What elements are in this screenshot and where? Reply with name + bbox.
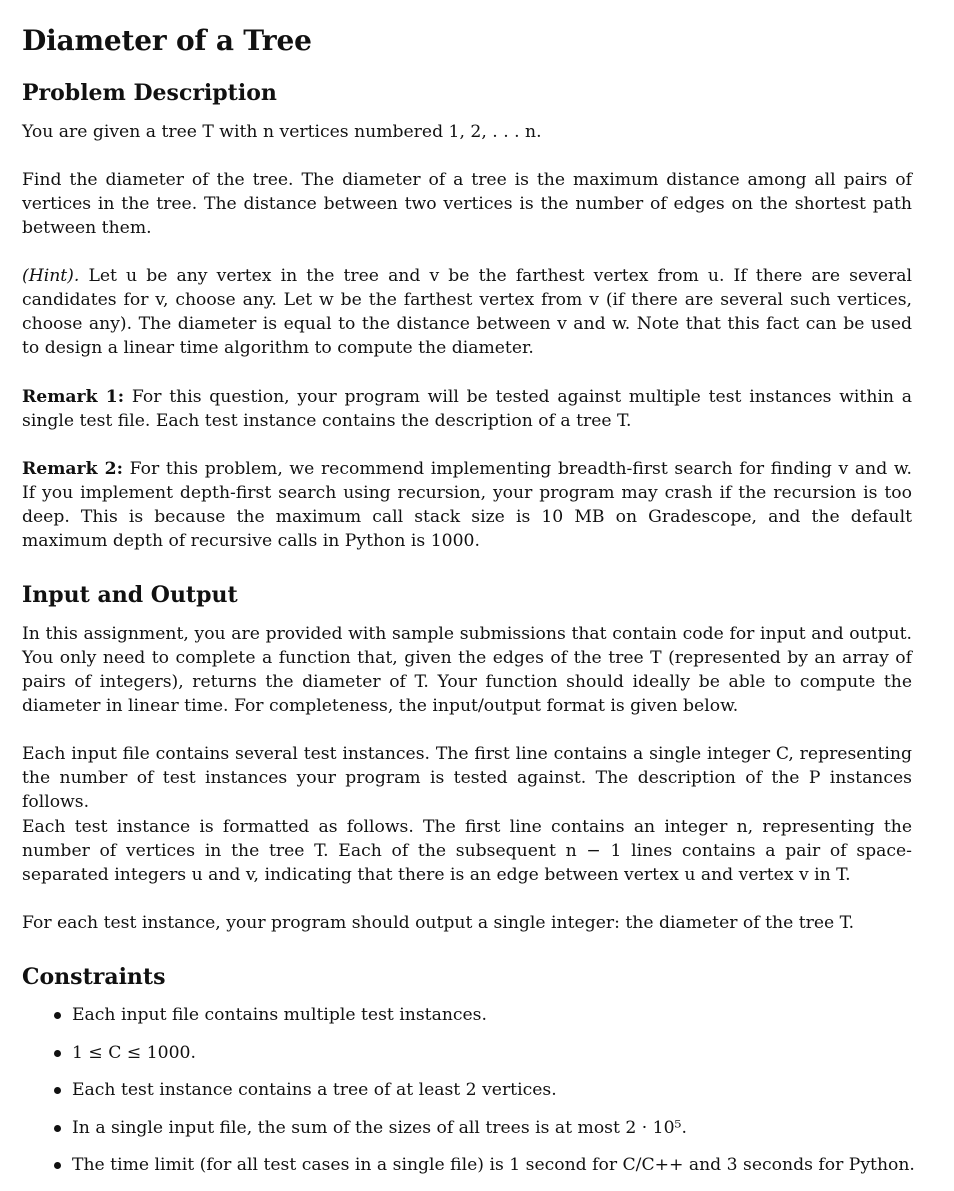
problem-description-heading: Problem Description	[22, 80, 277, 106]
constraint-item: 1 ≤ C ≤ 1000.	[50, 1041, 930, 1079]
problem-definition-paragraph: Find the diameter of the tree. The diameter of a tree is the maximum distance among all pairs of vertices in the tree. The distance between two vertices is the number of edges on the shortest path between them.	[22, 170, 912, 238]
constraint-item: Each test instance contains a tree of at least 2 vertices.	[50, 1078, 930, 1116]
page-title: Diameter of a Tree	[22, 24, 312, 57]
io-intro-paragraph: In this assignment, you are provided with sample submissions that contain code for input and output. You only need to complete a function that, given the edges of the tree T (represented by an array of pairs of integers), returns the diameter of T. Your function should ideally be able to compute the diameter in linear time. For completeness, the input/output format is given below.	[22, 624, 912, 716]
input-format-paragraph: Each input file contains several test instances. The first line contains a single integer C, representing the number of test instances your program is tested against. The description of the P instances follows.	[22, 744, 912, 812]
remark-1-text: For this question, your program will be tested against multiple test instances within a single test file. Each test instance contains the description of a tree T.	[22, 387, 912, 431]
problem-intro-paragraph: You are given a tree T with n vertices numbered 1, 2, . . . n.	[22, 122, 542, 142]
constraint-item: The time limit (for all test cases in a single file) is 1 second for C/C++ and 3 seconds for Python.	[50, 1153, 930, 1191]
constraints-list	[50, 1003, 930, 1191]
constraint-item: In a single input file, the sum of the sizes of all trees is at most 2 · 10⁵.	[50, 1116, 930, 1154]
hint-label: (Hint).	[22, 266, 80, 286]
hint-text: Let u be any vertex in the tree and v be the farthest vertex from u. If there are several candidates for v, choose any. Let w be the farthest vertex from v (if there are several such vertices, choose any). The diameter is equal to the distance between v and w. Note that this fact can be used to design a linear time algorithm to compute the diameter.	[22, 266, 912, 358]
remark-2-paragraph	[22, 457, 912, 553]
remark-2-label: Remark 2:	[22, 459, 123, 479]
hint-paragraph	[22, 264, 912, 360]
test-instance-format-paragraph: Each test instance is formatted as follows. The first line contains an integer n, representing the number of vertices in the tree T. Each of the subsequent n − 1 lines contains a pair of space-separated integers u and v, indicating that there is an edge between vertex u and vertex v in T.	[22, 817, 912, 885]
output-format-paragraph: For each test instance, your program should output a single integer: the diameter of the tree T.	[22, 913, 855, 933]
remark-1-paragraph	[22, 385, 912, 433]
remark-2-text: For this problem, we recommend implementing breadth-first search for finding v and w. If you implement depth-first search using recursion, your program may crash if the recursion is too deep. This is because the maximum call stack size is 10 MB on Gradescope, and the default maximum depth of recursive calls in Python is 1000.	[22, 459, 913, 551]
constraint-item: Each input file contains multiple test instances.	[50, 1003, 930, 1041]
remark-1-label: Remark 1:	[22, 387, 125, 407]
constraints-heading: Constraints	[22, 964, 166, 990]
input-output-heading: Input and Output	[22, 582, 238, 608]
